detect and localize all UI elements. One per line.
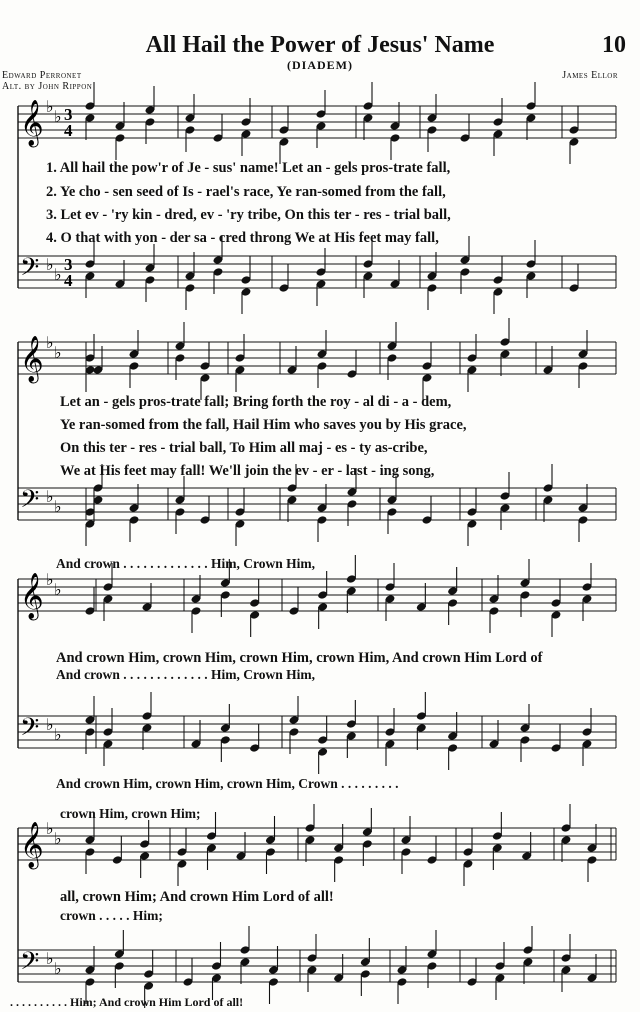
flat-icon: ♭ [54, 961, 62, 978]
flat-icon: ♭ [54, 499, 62, 516]
verse-1-line-2: Let an - gels pros-trate fall; Bring forth the roy - al di - a - dem, [60, 394, 452, 410]
flat-icon: ♭ [46, 717, 54, 734]
flat-icon: ♭ [46, 951, 54, 968]
verse-3-line-2: On this ter - res - trial ball, To Him all maj - es - ty as-cribe, [60, 440, 428, 456]
verse-2-line-1: 2. Ye cho - sen seed of Is - rael's race, Ye ran-somed from the fall, [46, 184, 446, 200]
verse-4-line-1: 4. O that with yon - der sa - cred throng We at His feet may fall, [46, 230, 439, 246]
flat-icon: ♭ [54, 831, 62, 848]
final-bass-cue: crown . . . . . Him; [60, 908, 163, 923]
verse-3-line-1: 3. Let ev - 'ry kin - dred, ev - 'ry tribe, On this ter - res - trial ball, [46, 207, 451, 223]
final-lyrics: all, crown Him; And crown Him Lord of all! [60, 889, 334, 905]
time-signature-top: 3 [64, 255, 73, 274]
final-bass-lyrics: . . . . . . . . . . Him; And crown Him Lord of all! [10, 995, 244, 1009]
flat-icon: ♭ [46, 821, 54, 838]
treble-clef-icon: 𝄞 [20, 822, 44, 868]
refrain-bass-lyrics: And crown Him, crown Him, crown Him, Crown . . . . . . . . . [56, 776, 399, 791]
flat-icon: ♭ [54, 727, 62, 744]
verse-2-line-2: Ye ran-somed from the fall, Hail Him who saves you by His grace, [60, 417, 467, 433]
bass-clef-icon: 𝄢 [20, 485, 40, 520]
flat-icon: ♭ [46, 99, 54, 116]
staff-7 [18, 821, 616, 870]
flat-icon: ♭ [46, 572, 54, 589]
treble-clef-icon: 𝄞 [20, 573, 44, 619]
final-soprano-cue: crown Him, crown Him; [60, 806, 201, 821]
flat-icon: ♭ [54, 267, 62, 284]
refrain-lyrics-1: And crown Him, crown Him, crown Him, crown Him, And crown Him Lord of [56, 650, 543, 666]
time-signature-top: 3 [64, 105, 73, 124]
alteration-credit: Alt. by John Rippon [2, 81, 93, 92]
bass-clef-icon: 𝄢 [20, 713, 40, 748]
verse-1-line-1: 1. All hail the pow'r of Je - sus' name! Let an - gels pros-trate fall, [46, 160, 451, 176]
treble-clef-icon: 𝄞 [20, 336, 44, 382]
hymn-number: 10 [602, 32, 626, 58]
flat-icon: ♭ [54, 109, 62, 126]
bass-clef-icon: 𝄢 [20, 253, 40, 288]
hymn-title: All Hail the Power of Jesus' Name [145, 32, 495, 58]
staff-4 [18, 485, 616, 520]
flat-icon: ♭ [46, 489, 54, 506]
flat-icon: ♭ [54, 582, 62, 599]
time-signature-bottom: 4 [64, 121, 73, 140]
flat-icon: ♭ [46, 335, 54, 352]
composer-credit: James Ellor [562, 70, 618, 81]
refrain-bass-cue: And crown . . . . . . . . . . . . . Him, Crown Him, [56, 667, 316, 682]
author-credit: Edward Perronet [2, 70, 82, 81]
flat-icon: ♭ [54, 345, 62, 362]
flat-icon: ♭ [46, 257, 54, 274]
verse-4-line-2: We at His feet may fall! We'll join the ev - er - last - ing song, [60, 463, 435, 479]
time-signature-bottom: 4 [64, 271, 73, 290]
refrain-soprano-cue: And crown . . . . . . . . . . . . . Him, Crown Him, [56, 556, 316, 571]
bass-clef-icon: 𝄢 [20, 947, 40, 982]
staff-3 [18, 335, 616, 384]
tune-name: (DIADEM) [287, 58, 353, 72]
treble-clef-icon: 𝄞 [20, 100, 44, 146]
